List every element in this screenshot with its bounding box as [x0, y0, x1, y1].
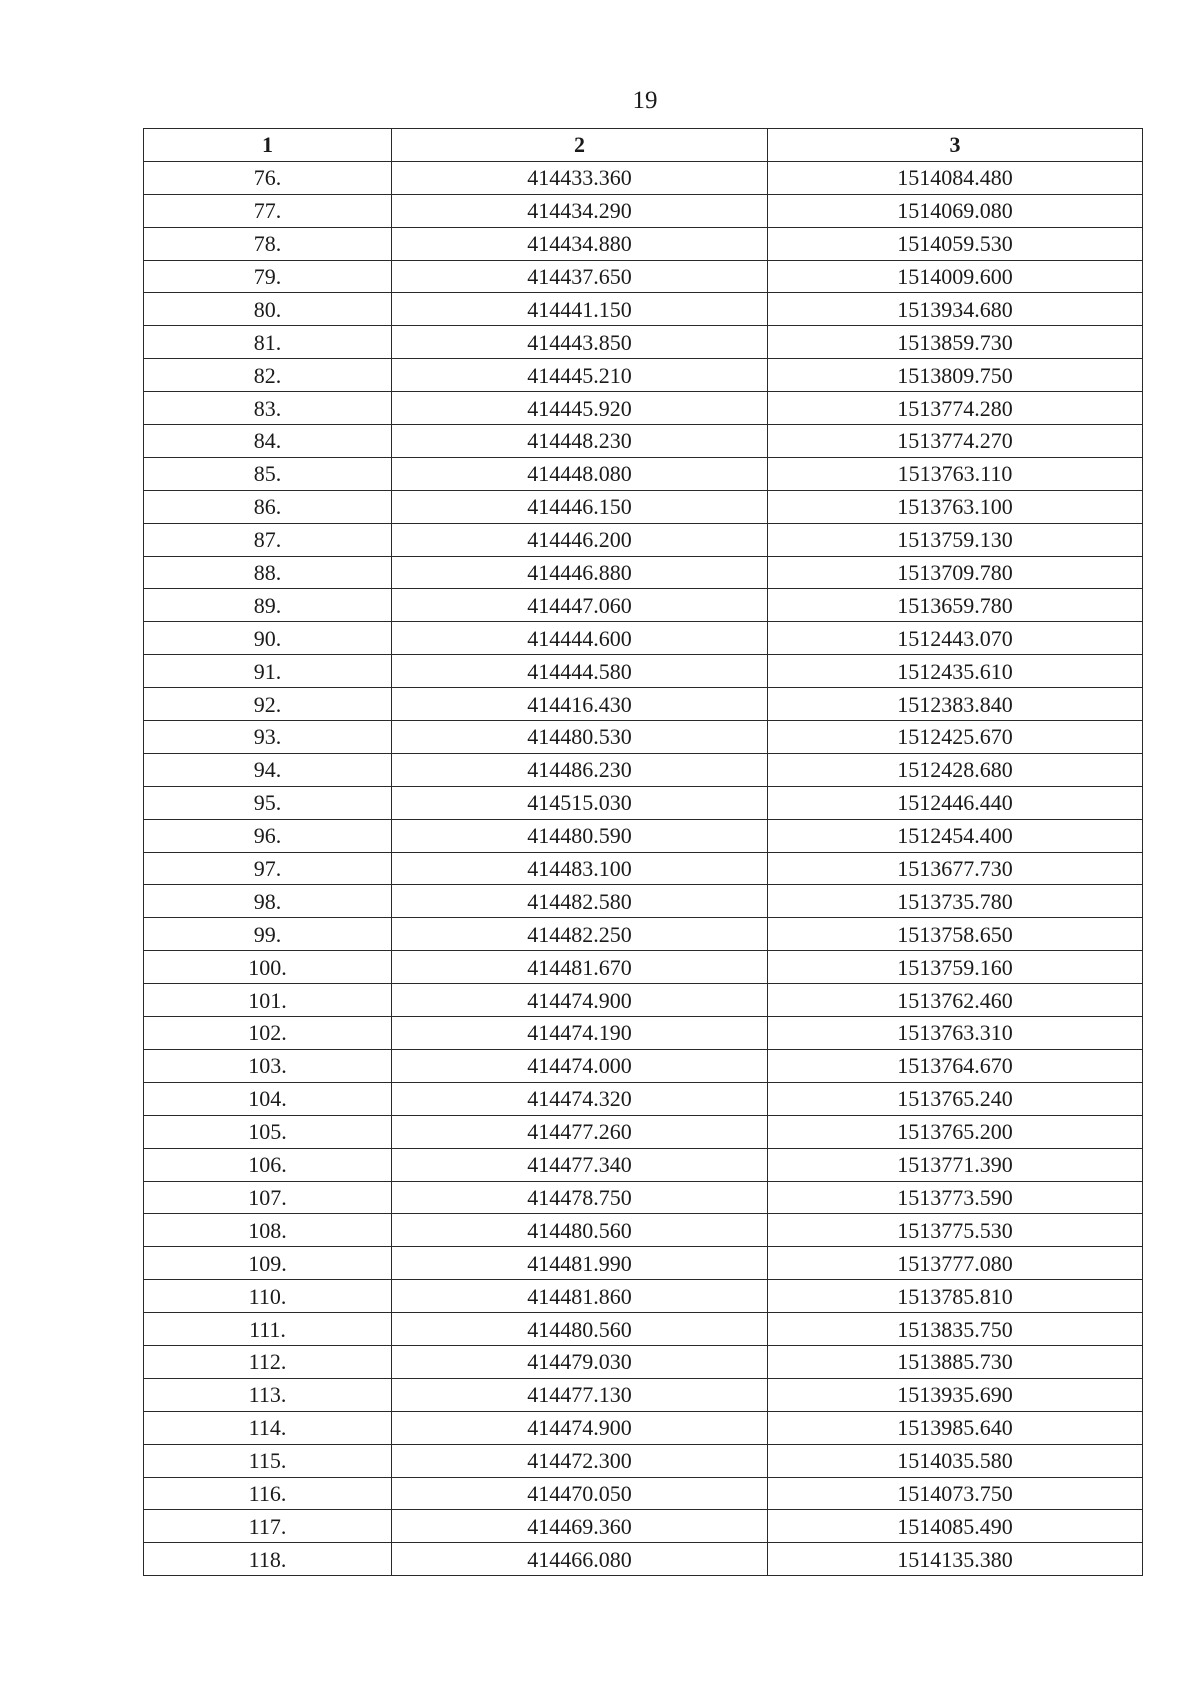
x-coordinate-cell: 414445.210 — [392, 359, 768, 392]
x-coordinate-cell: 414474.190 — [392, 1017, 768, 1050]
table-row — [144, 326, 1143, 359]
y-coordinate-cell: 1513885.730 — [768, 1345, 1143, 1378]
x-coordinate-cell: 414474.900 — [392, 984, 768, 1017]
page-number: 19 — [632, 87, 658, 114]
y-coordinate-cell: 1513758.650 — [768, 918, 1143, 951]
y-coordinate-cell: 1513773.590 — [768, 1181, 1143, 1214]
x-coordinate-cell: 414433.360 — [392, 161, 768, 194]
table-row — [144, 819, 1143, 852]
y-coordinate-cell: 1514084.480 — [768, 161, 1143, 194]
table-row — [144, 753, 1143, 786]
point-number-cell: 102. — [144, 1017, 392, 1050]
point-number-cell: 82. — [144, 359, 392, 392]
table-row — [144, 1148, 1143, 1181]
point-number-cell: 98. — [144, 885, 392, 918]
y-coordinate-cell: 1513763.100 — [768, 490, 1143, 523]
y-coordinate-cell: 1513985.640 — [768, 1411, 1143, 1444]
table-row — [144, 1543, 1143, 1576]
point-number-cell: 99. — [144, 918, 392, 951]
point-number-cell: 92. — [144, 688, 392, 721]
table-row — [144, 227, 1143, 260]
x-coordinate-cell: 414477.260 — [392, 1115, 768, 1148]
table-row — [144, 1082, 1143, 1115]
table-row — [144, 457, 1143, 490]
point-number-cell: 114. — [144, 1411, 392, 1444]
y-coordinate-cell: 1513775.530 — [768, 1214, 1143, 1247]
y-coordinate-cell: 1513935.690 — [768, 1378, 1143, 1411]
table-row — [144, 1378, 1143, 1411]
point-number-cell: 94. — [144, 753, 392, 786]
point-number-cell: 89. — [144, 589, 392, 622]
point-number-cell: 80. — [144, 293, 392, 326]
point-number-cell: 103. — [144, 1049, 392, 1082]
point-number-cell: 117. — [144, 1510, 392, 1543]
point-number-cell: 116. — [144, 1477, 392, 1510]
table-row — [144, 951, 1143, 984]
point-number-cell: 107. — [144, 1181, 392, 1214]
x-coordinate-cell: 414470.050 — [392, 1477, 768, 1510]
table-row — [144, 688, 1143, 721]
y-coordinate-cell: 1513763.110 — [768, 457, 1143, 490]
x-coordinate-cell: 414441.150 — [392, 293, 768, 326]
x-coordinate-cell: 414474.320 — [392, 1082, 768, 1115]
x-coordinate-cell: 414448.080 — [392, 457, 768, 490]
point-number-cell: 100. — [144, 951, 392, 984]
x-coordinate-cell: 414443.850 — [392, 326, 768, 359]
column-header-1: 1 — [144, 129, 392, 162]
point-number-cell: 95. — [144, 786, 392, 819]
x-coordinate-cell: 414474.000 — [392, 1049, 768, 1082]
x-coordinate-cell: 414446.200 — [392, 523, 768, 556]
point-number-cell: 91. — [144, 655, 392, 688]
table-row — [144, 1510, 1143, 1543]
table-row — [144, 885, 1143, 918]
point-number-cell: 101. — [144, 984, 392, 1017]
point-number-cell: 109. — [144, 1247, 392, 1280]
point-number-cell: 79. — [144, 260, 392, 293]
x-coordinate-cell: 414486.230 — [392, 753, 768, 786]
y-coordinate-cell: 1512443.070 — [768, 622, 1143, 655]
x-coordinate-cell: 414444.580 — [392, 655, 768, 688]
y-coordinate-cell: 1514073.750 — [768, 1477, 1143, 1510]
x-coordinate-cell: 414477.340 — [392, 1148, 768, 1181]
point-number-cell: 77. — [144, 194, 392, 227]
table-row — [144, 425, 1143, 458]
column-header-2: 2 — [392, 129, 768, 162]
x-coordinate-cell: 414474.900 — [392, 1411, 768, 1444]
table-row — [144, 1247, 1143, 1280]
y-coordinate-cell: 1513735.780 — [768, 885, 1143, 918]
table-row — [144, 1313, 1143, 1346]
point-number-cell: 113. — [144, 1378, 392, 1411]
table-row — [144, 786, 1143, 819]
x-coordinate-cell: 414446.150 — [392, 490, 768, 523]
x-coordinate-cell: 414466.080 — [392, 1543, 768, 1576]
y-coordinate-cell: 1513677.730 — [768, 852, 1143, 885]
table-row — [144, 984, 1143, 1017]
point-number-cell: 83. — [144, 392, 392, 425]
table-row — [144, 1049, 1143, 1082]
table-row — [144, 852, 1143, 885]
x-coordinate-cell: 414477.130 — [392, 1378, 768, 1411]
x-coordinate-cell: 414481.990 — [392, 1247, 768, 1280]
y-coordinate-cell: 1514009.600 — [768, 260, 1143, 293]
table-row — [144, 1181, 1143, 1214]
y-coordinate-cell: 1514085.490 — [768, 1510, 1143, 1543]
table-body — [144, 161, 1143, 1575]
table-header — [144, 129, 1143, 162]
x-coordinate-cell: 414448.230 — [392, 425, 768, 458]
y-coordinate-cell: 1513659.780 — [768, 589, 1143, 622]
x-coordinate-cell: 414483.100 — [392, 852, 768, 885]
y-coordinate-cell: 1513934.680 — [768, 293, 1143, 326]
x-coordinate-cell: 414480.560 — [392, 1214, 768, 1247]
table-row — [144, 392, 1143, 425]
x-coordinate-cell: 414446.880 — [392, 556, 768, 589]
y-coordinate-cell: 1513774.280 — [768, 392, 1143, 425]
x-coordinate-cell: 414437.650 — [392, 260, 768, 293]
x-coordinate-cell: 414478.750 — [392, 1181, 768, 1214]
y-coordinate-cell: 1512383.840 — [768, 688, 1143, 721]
y-coordinate-cell: 1513771.390 — [768, 1148, 1143, 1181]
x-coordinate-cell: 414434.880 — [392, 227, 768, 260]
point-number-cell: 93. — [144, 721, 392, 754]
y-coordinate-cell: 1512428.680 — [768, 753, 1143, 786]
table-row — [144, 918, 1143, 951]
y-coordinate-cell: 1512454.400 — [768, 819, 1143, 852]
table-row — [144, 655, 1143, 688]
y-coordinate-cell: 1513809.750 — [768, 359, 1143, 392]
y-coordinate-cell: 1513835.750 — [768, 1313, 1143, 1346]
x-coordinate-cell: 414480.530 — [392, 721, 768, 754]
y-coordinate-cell: 1512425.670 — [768, 721, 1143, 754]
point-number-cell: 106. — [144, 1148, 392, 1181]
point-number-cell: 84. — [144, 425, 392, 458]
point-number-cell: 88. — [144, 556, 392, 589]
y-coordinate-cell: 1513764.670 — [768, 1049, 1143, 1082]
y-coordinate-cell: 1514135.380 — [768, 1543, 1143, 1576]
table-row — [144, 523, 1143, 556]
x-coordinate-cell: 414416.430 — [392, 688, 768, 721]
x-coordinate-cell: 414481.670 — [392, 951, 768, 984]
table-row — [144, 1477, 1143, 1510]
y-coordinate-cell: 1513759.130 — [768, 523, 1143, 556]
header-row — [144, 129, 1143, 162]
column-header-3: 3 — [768, 129, 1143, 162]
y-coordinate-cell: 1512446.440 — [768, 786, 1143, 819]
table-row — [144, 359, 1143, 392]
table-row — [144, 293, 1143, 326]
x-coordinate-cell: 414480.590 — [392, 819, 768, 852]
y-coordinate-cell: 1513762.460 — [768, 984, 1143, 1017]
y-coordinate-cell: 1514035.580 — [768, 1444, 1143, 1477]
point-number-cell: 111. — [144, 1313, 392, 1346]
point-number-cell: 81. — [144, 326, 392, 359]
x-coordinate-cell: 414447.060 — [392, 589, 768, 622]
point-number-cell: 108. — [144, 1214, 392, 1247]
y-coordinate-cell: 1514059.530 — [768, 227, 1143, 260]
point-number-cell: 76. — [144, 161, 392, 194]
table-row — [144, 1444, 1143, 1477]
table-row — [144, 556, 1143, 589]
table-row — [144, 1017, 1143, 1050]
y-coordinate-cell: 1513763.310 — [768, 1017, 1143, 1050]
table-row — [144, 490, 1143, 523]
table-row — [144, 260, 1143, 293]
point-number-cell: 104. — [144, 1082, 392, 1115]
y-coordinate-cell: 1513785.810 — [768, 1280, 1143, 1313]
point-number-cell: 78. — [144, 227, 392, 260]
point-number-cell: 115. — [144, 1444, 392, 1477]
coordinates-table — [143, 128, 1143, 1576]
y-coordinate-cell: 1513765.200 — [768, 1115, 1143, 1148]
x-coordinate-cell: 414472.300 — [392, 1444, 768, 1477]
y-coordinate-cell: 1513774.270 — [768, 425, 1143, 458]
point-number-cell: 96. — [144, 819, 392, 852]
y-coordinate-cell: 1513765.240 — [768, 1082, 1143, 1115]
x-coordinate-cell: 414515.030 — [392, 786, 768, 819]
y-coordinate-cell: 1513859.730 — [768, 326, 1143, 359]
table-row — [144, 194, 1143, 227]
table-row — [144, 161, 1143, 194]
x-coordinate-cell: 414445.920 — [392, 392, 768, 425]
table-row — [144, 589, 1143, 622]
x-coordinate-cell: 414469.360 — [392, 1510, 768, 1543]
point-number-cell: 112. — [144, 1345, 392, 1378]
y-coordinate-cell: 1512435.610 — [768, 655, 1143, 688]
x-coordinate-cell: 414434.290 — [392, 194, 768, 227]
table-row — [144, 1280, 1143, 1313]
point-number-cell: 110. — [144, 1280, 392, 1313]
table-row — [144, 1214, 1143, 1247]
point-number-cell: 97. — [144, 852, 392, 885]
x-coordinate-cell: 414444.600 — [392, 622, 768, 655]
y-coordinate-cell: 1513709.780 — [768, 556, 1143, 589]
x-coordinate-cell: 414482.250 — [392, 918, 768, 951]
y-coordinate-cell: 1513777.080 — [768, 1247, 1143, 1280]
point-number-cell: 118. — [144, 1543, 392, 1576]
point-number-cell: 90. — [144, 622, 392, 655]
table-row — [144, 622, 1143, 655]
table-row — [144, 1345, 1143, 1378]
x-coordinate-cell: 414479.030 — [392, 1345, 768, 1378]
x-coordinate-cell: 414482.580 — [392, 885, 768, 918]
table-row — [144, 1115, 1143, 1148]
point-number-cell: 86. — [144, 490, 392, 523]
point-number-cell: 105. — [144, 1115, 392, 1148]
point-number-cell: 85. — [144, 457, 392, 490]
x-coordinate-cell: 414481.860 — [392, 1280, 768, 1313]
point-number-cell: 87. — [144, 523, 392, 556]
y-coordinate-cell: 1513759.160 — [768, 951, 1143, 984]
table-row — [144, 1411, 1143, 1444]
y-coordinate-cell: 1514069.080 — [768, 194, 1143, 227]
table-row — [144, 721, 1143, 754]
x-coordinate-cell: 414480.560 — [392, 1313, 768, 1346]
